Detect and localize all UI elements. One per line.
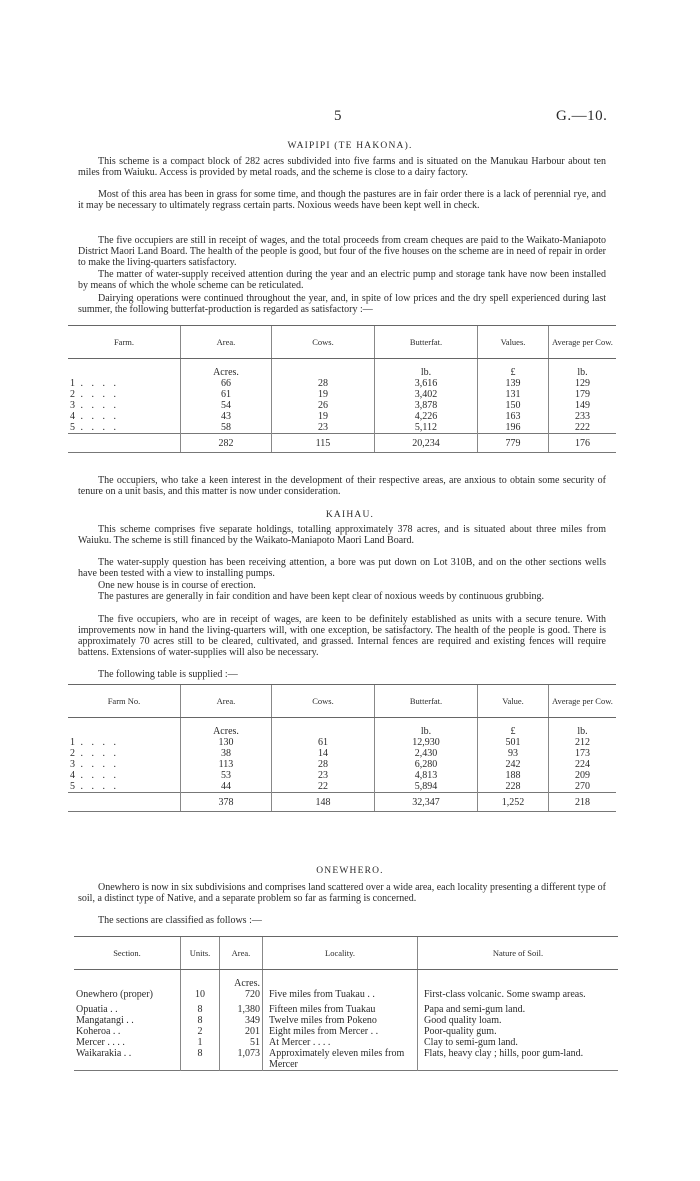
cell: 54: [181, 400, 272, 411]
cell: 130: [181, 737, 272, 748]
total-cell: 115: [272, 434, 375, 453]
cell: 23: [272, 770, 375, 781]
cell: 196: [478, 422, 549, 434]
table-row: 5 . . . . 58 23 5,112 196 222: [68, 422, 616, 434]
table-row: [74, 1026, 618, 1037]
total-cell: 779: [478, 434, 549, 453]
column-header: Section.: [74, 937, 181, 970]
cell: 228: [478, 781, 549, 793]
cell: 5,112: [375, 422, 478, 434]
cell: 179: [549, 389, 617, 400]
cell: At Mercer . . . .: [263, 1037, 418, 1048]
cell: 51: [220, 1037, 263, 1048]
cell: Eight miles from Mercer . .: [263, 1026, 418, 1037]
cell: Koheroa . .: [76, 1026, 121, 1037]
cell: Fifteen miles from Tuakau: [263, 1000, 418, 1015]
cell: 1,073: [220, 1048, 263, 1071]
cell: 222: [549, 422, 617, 434]
total-cell: 20,234: [375, 434, 478, 453]
column-header: Butterfat.: [375, 326, 478, 359]
paragraph: The water-supply question has been receiving attention, a bore was put down on Lot 310B, and on the other sections wells have been tested with a view to installing pumps.: [78, 557, 606, 579]
cell: Onewhero (proper): [76, 989, 153, 1000]
column-header: Area.: [220, 937, 263, 970]
cell: 131: [478, 389, 549, 400]
document-reference: G.—10.: [556, 108, 608, 124]
cell: 22: [272, 781, 375, 793]
column-header: Values.: [478, 326, 549, 359]
page-number: 5: [334, 108, 342, 124]
table-row: 2 . . . . 38 14 2,430 93 173: [68, 748, 616, 759]
cell: 61: [272, 737, 375, 748]
table-row: [74, 1000, 618, 1015]
farm-number: 2: [70, 389, 75, 400]
farm-number: 3: [70, 759, 75, 770]
cell: 38: [181, 748, 272, 759]
paragraph: The following table is supplied :—: [98, 669, 238, 680]
total-cell: 378: [181, 793, 272, 812]
paragraph: This scheme is a compact block of 282 acres subdivided into five farms and is situated on the Manukau Harbour about ten miles from Waiuku. Access is provided by metal roads, and the scheme is close to a dairy factory.: [78, 156, 606, 178]
cell: 8: [181, 1000, 220, 1015]
column-header: Average per Cow.: [549, 685, 617, 718]
cell: 270: [549, 781, 617, 793]
total-cell: 218: [549, 793, 617, 812]
cell: Poor-quality gum.: [418, 1026, 619, 1037]
table-row: 4 . . . . 43 19 4,226 163 233: [68, 411, 616, 422]
paragraph: The occupiers, who take a keen interest in the development of their respective areas, are anxious to obtain some security of tenure on a unit basis, and this matter is now under consideration.: [78, 475, 606, 497]
column-header: Units.: [181, 937, 220, 970]
unit-label: £: [478, 359, 549, 379]
unit-label: lb.: [549, 718, 617, 738]
cell: 66: [181, 378, 272, 389]
unit-label: lb.: [375, 718, 478, 738]
table-row: 4 . . . . 53 23 4,813 188 209: [68, 770, 616, 781]
paragraph: One new house is in course of erection.: [98, 580, 256, 591]
table-row: 5 . . . . 44 22 5,894 228 270: [68, 781, 616, 793]
cell: 139: [478, 378, 549, 389]
cell: 188: [478, 770, 549, 781]
paragraph: Onewhero is now in six subdivisions and comprises land scattered over a wide area, each locality presenting a different type of soil, a distinct type of Native, and a separate problem so far as farming is concerned.: [78, 882, 606, 904]
column-header: Farm.: [68, 326, 181, 359]
paragraph: Most of this area has been in grass for some time, and though the pastures are in fair order there is a lack of perennial rye, and it may be necessary to ultimately regrass certain parts. Noxious weeds have been kept well in check.: [78, 189, 606, 211]
butterfat-table-kaihau: [68, 684, 616, 812]
paragraph: The matter of water-supply received attention during the year and an electric pump and storage tank have now been installed by means of which the whole scheme can be reticulated.: [78, 269, 606, 291]
farm-number: 1: [70, 378, 75, 389]
total-cell: 32,347: [375, 793, 478, 812]
unit-label: Acres.: [181, 359, 272, 379]
cell: 61: [181, 389, 272, 400]
column-header: Area.: [181, 326, 272, 359]
cell: 23: [272, 422, 375, 434]
column-header: Area.: [181, 685, 272, 718]
cell: Papa and semi-gum land.: [418, 1000, 619, 1015]
cell: Clay to semi-gum land.: [418, 1037, 619, 1048]
cell: 3,616: [375, 378, 478, 389]
cell: 5,894: [375, 781, 478, 793]
cell: 1: [181, 1037, 220, 1048]
cell: 8: [181, 1048, 220, 1071]
table-row: 1 . . . . 66 28 3,616 139 129: [68, 378, 616, 389]
unit-label: Acres.: [181, 718, 272, 738]
cell: 53: [181, 770, 272, 781]
cell: 173: [549, 748, 617, 759]
column-header: Farm No.: [68, 685, 181, 718]
total-cell: 1,252: [478, 793, 549, 812]
cell: 224: [549, 759, 617, 770]
sections-classification-table: [74, 936, 618, 1071]
cell: First-class volcanic. Some swamp areas.: [418, 989, 619, 1000]
section-title-waipipi: WAIPIPI (TE HAKONA).: [287, 141, 413, 151]
cell: 113: [181, 759, 272, 770]
totals-row: [68, 793, 616, 812]
cell: Approximately eleven miles from Mercer: [263, 1048, 418, 1071]
cell: 1,380: [220, 1000, 263, 1015]
paragraph: This scheme comprises five separate holdings, totalling approximately 378 acres, and is situated about three miles from Waiuku. The scheme is still financed by the Waikato-Maniapoto Maori Land Board.: [78, 524, 606, 546]
cell: 4,813: [375, 770, 478, 781]
paragraph: The five occupiers, who are in receipt of wages, are keen to be definitely established as units with a secure tenure. With improvements now in hand the living-quarters will, with one exception, be satisfactory. The health of the people is good. There is approximately 70 acres still to be cleared, cultivated, and grassed. Internal fences are required and existing fences will require battens. Extensions of water-supplies will also be necessary.: [78, 614, 606, 658]
cell: Mercer . . . .: [76, 1037, 125, 1048]
table-row: 3 . . . . 54 26 3,878 150 149: [68, 400, 616, 411]
cell: 209: [549, 770, 617, 781]
farm-number: 2: [70, 748, 75, 759]
section-title-onewhero: ONEWHERO.: [316, 866, 384, 876]
cell: 58: [181, 422, 272, 434]
cell: 8: [181, 1015, 220, 1026]
farm-number: 1: [70, 737, 75, 748]
cell: 6,280: [375, 759, 478, 770]
cell: Waikarakia . .: [76, 1048, 132, 1059]
column-header: Butterfat.: [375, 685, 478, 718]
cell: 3,878: [375, 400, 478, 411]
cell: 129: [549, 378, 617, 389]
unit-label: lb.: [375, 359, 478, 379]
cell: 44: [181, 781, 272, 793]
cell: 2: [181, 1026, 220, 1037]
paragraph: Dairying operations were continued throughout the year, and, in spite of low prices and the dry spell experienced during last summer, the following butterfat-production is regarded as satisfactory :—: [78, 293, 606, 315]
column-header: Cows.: [272, 326, 375, 359]
cell: 501: [478, 737, 549, 748]
cell: 150: [478, 400, 549, 411]
cell: 163: [478, 411, 549, 422]
cell: 242: [478, 759, 549, 770]
cell: Mangatangi . .: [76, 1015, 134, 1026]
cell: 14: [272, 748, 375, 759]
cell: 19: [272, 389, 375, 400]
unit-label: £: [478, 718, 549, 738]
cell: 233: [549, 411, 617, 422]
cell: 212: [549, 737, 617, 748]
butterfat-table-waipipi: [68, 325, 616, 453]
cell: Opuatia . .: [76, 1004, 118, 1015]
cell: 12,930: [375, 737, 478, 748]
cell: 26: [272, 400, 375, 411]
cell: Five miles from Tuakau . .: [263, 989, 418, 1000]
unit-label: lb.: [549, 359, 617, 379]
farm-number: 4: [70, 411, 75, 422]
farm-number: 3: [70, 400, 75, 411]
cell: 19: [272, 411, 375, 422]
farm-number: 5: [70, 781, 75, 792]
column-header: Cows.: [272, 685, 375, 718]
paragraph: The pastures are generally in fair condition and have been kept clear of noxious weeds by continuous grubbing.: [98, 591, 544, 602]
cell: 4,226: [375, 411, 478, 422]
cell: 349: [220, 1015, 263, 1026]
cell: Twelve miles from Pokeno: [263, 1015, 418, 1026]
total-cell: 176: [549, 434, 617, 453]
cell: Good quality loam.: [418, 1015, 619, 1026]
unit-label: Acres.: [220, 970, 263, 990]
cell: 3,402: [375, 389, 478, 400]
cell: 93: [478, 748, 549, 759]
column-header: Nature of Soil.: [418, 937, 619, 970]
total-cell: 148: [272, 793, 375, 812]
table-row: 2 . . . . 61 19 3,402 131 179: [68, 389, 616, 400]
cell: 149: [549, 400, 617, 411]
cell: 201: [220, 1026, 263, 1037]
table-row: [74, 1048, 618, 1071]
column-header: Value.: [478, 685, 549, 718]
cell: 720: [220, 989, 263, 1000]
cell: 28: [272, 759, 375, 770]
cell: 2,430: [375, 748, 478, 759]
paragraph: The five occupiers are still in receipt of wages, and the total proceeds from cream cheques are paid to the Waikato-Maniapoto District Maori Land Board. The health of the people is good, but four of the five houses on the scheme are in need of repair in order to make the living-quarters satisfactory.: [78, 235, 606, 268]
cell: 10: [181, 989, 220, 1000]
totals-row: [68, 434, 616, 453]
farm-number: 5: [70, 422, 75, 433]
farm-number: 4: [70, 770, 75, 781]
table-row: [74, 1015, 618, 1026]
cell: 43: [181, 411, 272, 422]
table-row: [74, 1037, 618, 1048]
total-cell: 282: [181, 434, 272, 453]
column-header: Average per Cow.: [549, 326, 617, 359]
table-row: [74, 989, 618, 1000]
table-row: 1 . . . . 130 61 12,930 501 212: [68, 737, 616, 748]
paragraph: The sections are classified as follows :—: [98, 915, 262, 926]
section-title-kaihau: KAIHAU.: [325, 510, 375, 520]
cell: Flats, heavy clay ; hills, poor gum-land.: [418, 1048, 619, 1071]
table-row: 3 . . . . 113 28 6,280 242 224: [68, 759, 616, 770]
column-header: Locality.: [263, 937, 418, 970]
cell: 28: [272, 378, 375, 389]
